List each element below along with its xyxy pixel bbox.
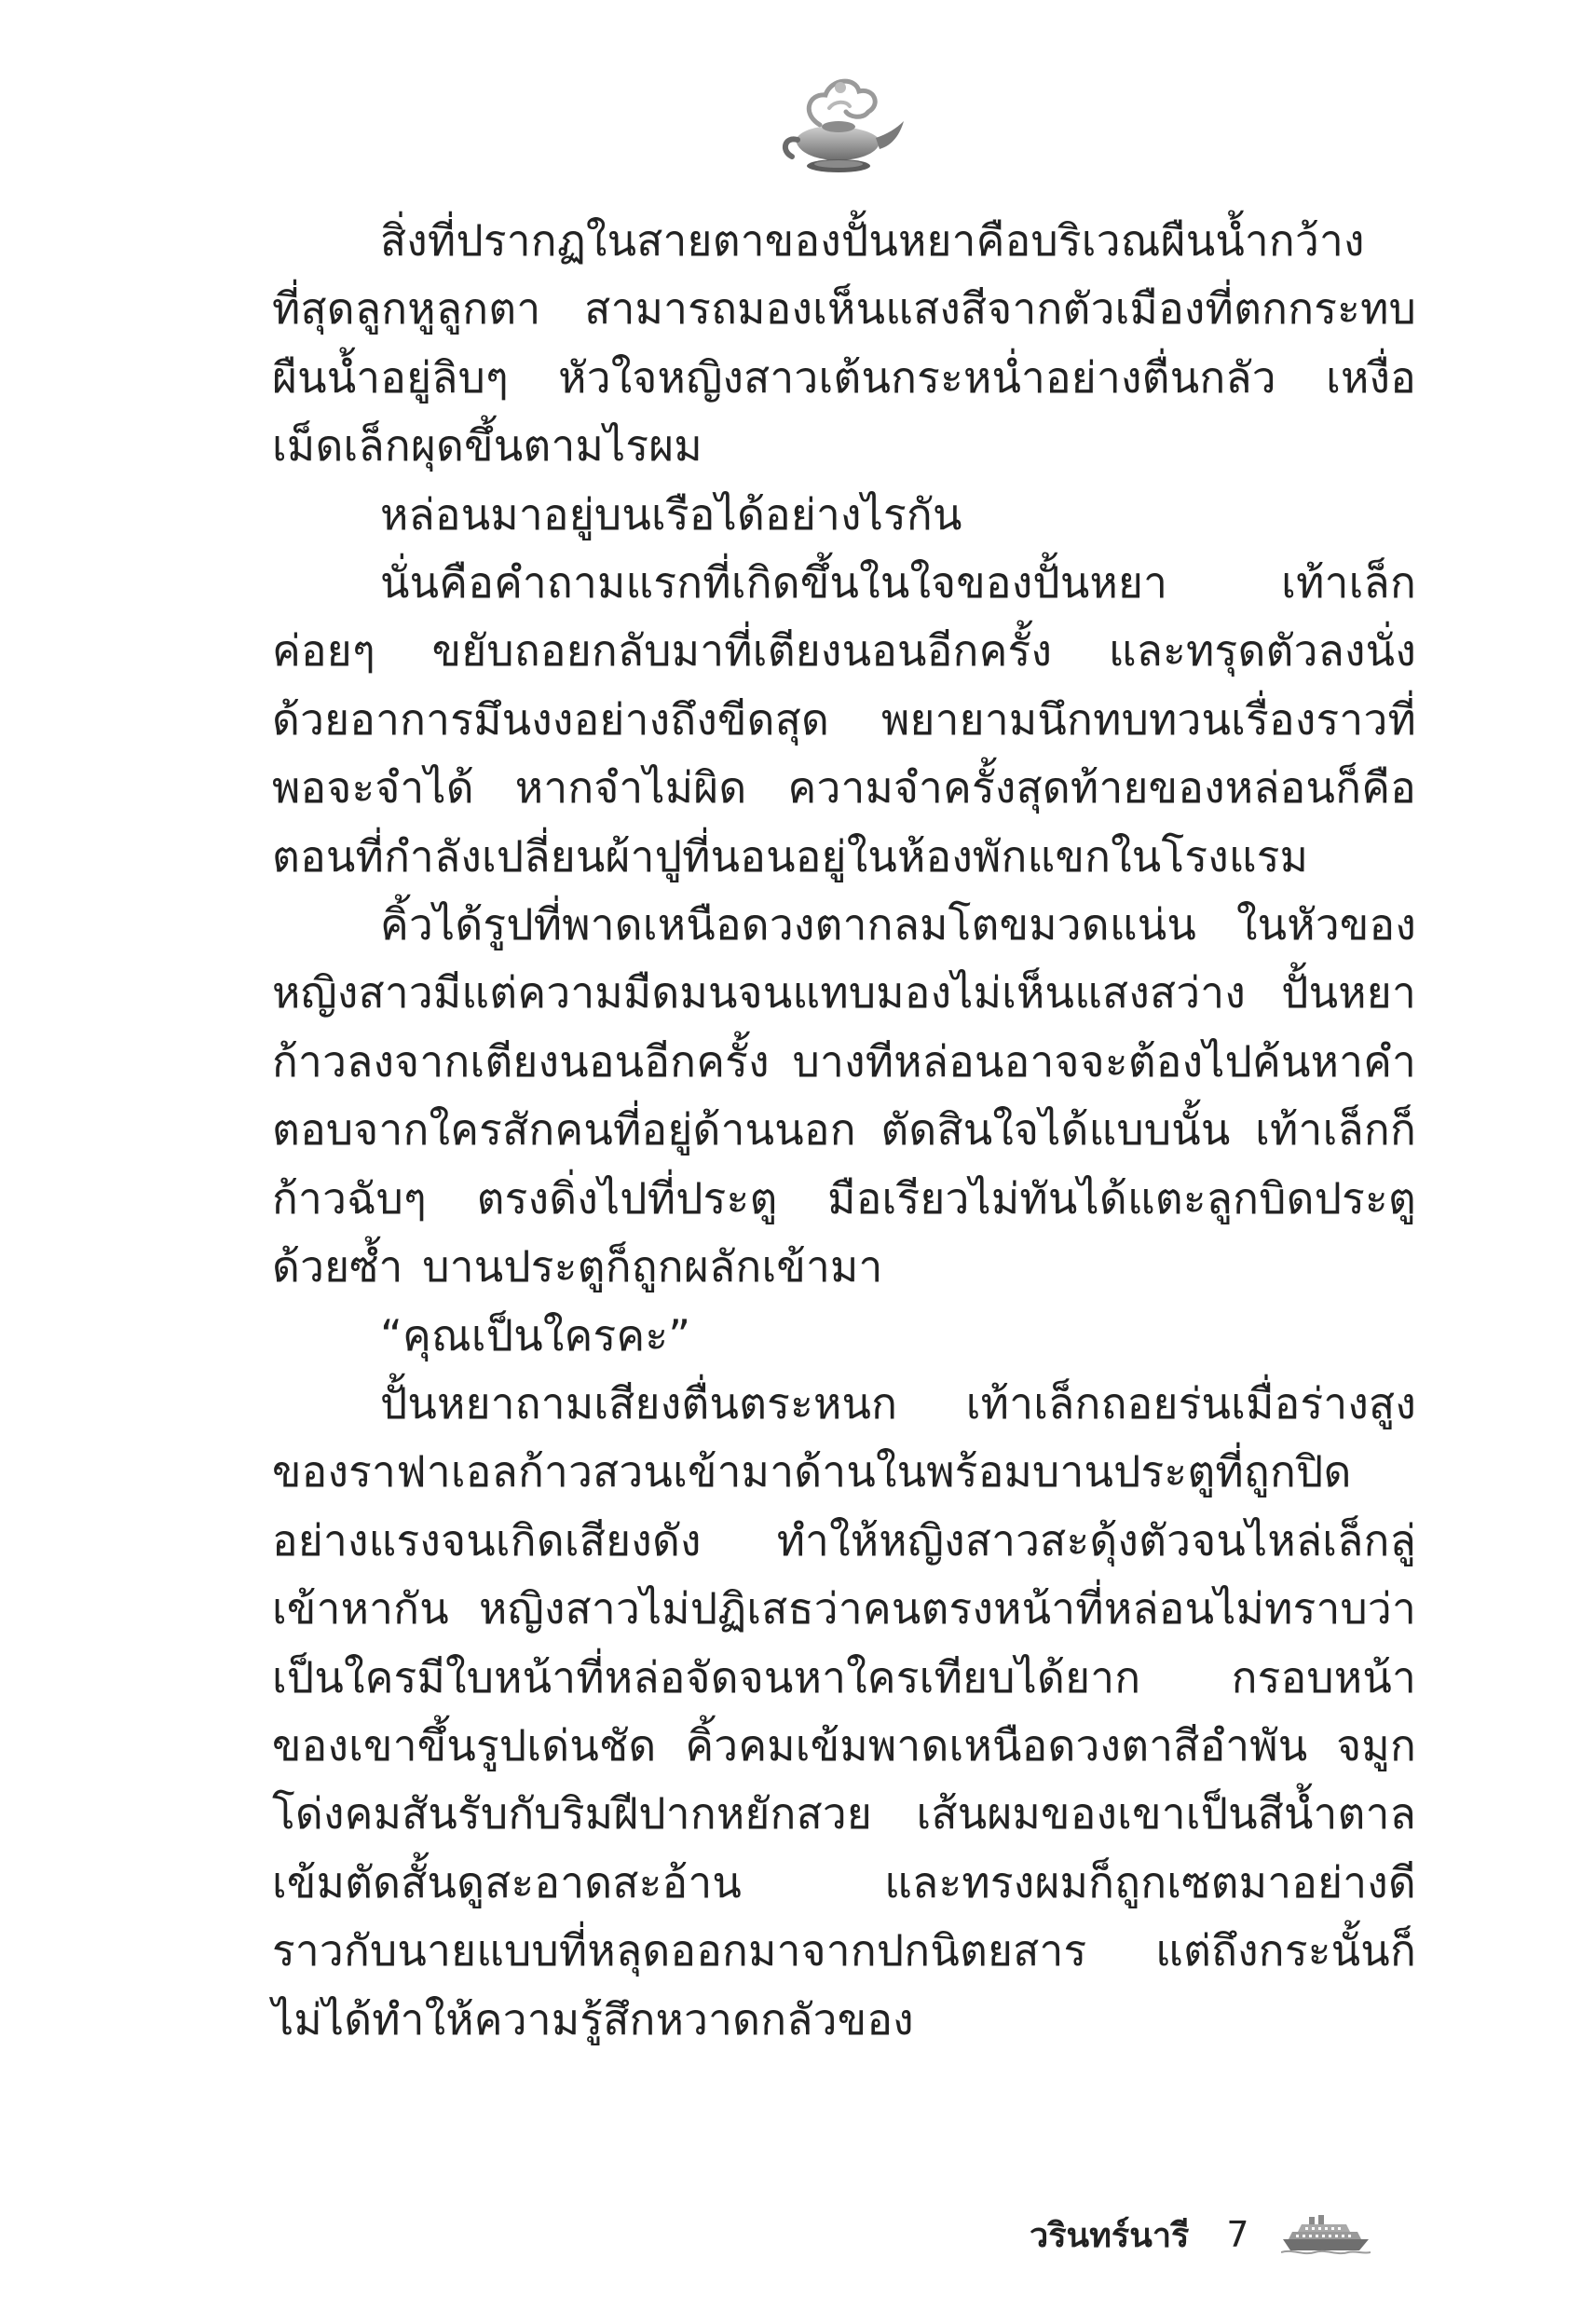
teapot-lamp-ornament-icon bbox=[764, 67, 913, 179]
page-footer bbox=[1030, 2207, 1371, 2263]
page-number: 7 bbox=[1226, 2214, 1249, 2255]
paragraph: หล่อนมาอยู่บนเรือได้อย่างไรกัน bbox=[380, 488, 962, 540]
paragraph: คิ้วได้รูปที่พาดเหนือดวงตากลมโตขมวดแน่น ในหัวของหญิงสาวมีแต่ความมืดมนจนแทบมองไม่เห็นแสงสว่าง ปั้นหยาก้าวลงจากเตียงนอนอีกครั้ง บางทีหล่อนอาจจะต้องไปค้นหาคำตอบจากใครสักคนที่อยู่ด้านนอก ตัดสินใจได้แบบนั้น เท้าเล็กก็ก้าวฉับๆ ตรงดิ่งไปที่ประตู มือเรียวไม่ทันได้แตะลูกบิดประตูด้วยซ้ำ บานประตูก็ถูกผลักเข้ามา bbox=[272, 899, 1416, 1292]
book-title: วรินทร์นารี bbox=[1030, 2216, 1190, 2255]
paragraph: สิ่งที่ปรากฏในสายตาของปั้นหยาคือบริเวณผืนน้ำกว้างที่สุดลูกหูลูกตา สามารถมองเห็นแสงสีจากตัวเมืองที่ตกกระทบผืนน้ำอยู่ลิบๆ หัวใจหญิงสาวเต้นกระหน่ำอย่างตื่นกลัว เหงื่อเม็ดเล็กผุดขึ้นตามไรผม bbox=[272, 215, 1416, 472]
paragraph: นั่นคือคำถามแรกที่เกิดขึ้นในใจของปั้นหยา เท้าเล็กค่อยๆ ขยับถอยกลับมาที่เตียงนอนอีกครั้ง และทรุดตัวลงนั่งด้วยอาการมึนงงอย่างถึงขีดสุด พยายามนึกทบทวนเรื่องราวที่พอจะจำได้ หากจำไม่ผิด ความจำครั้งสุดท้ายของหล่อนก็คือตอนที่กำลังเปลี่ยนผ้าปูที่นอนอยู่ในห้องพักแขกในโรงแรม bbox=[272, 557, 1416, 882]
paragraph: ปั้นหยาถามเสียงตื่นตระหนก เท้าเล็กถอยร่นเมื่อร่างสูงของราฟาเอลก้าวสวนเข้ามาด้านในพร้อมบานประตูที่ถูกปิดอย่างแรงจนเกิดเสียงดัง ทำให้หญิงสาวสะดุ้งตัวจนไหล่เล็กลู่เข้าหากัน หญิงสาวไม่ปฏิเสธว่าคนตรงหน้าที่หล่อนไม่ทราบว่าเป็นใครมีใบหน้าที่หล่อจัดจนหาใครเทียบได้ยาก กรอบหน้าของเขาขึ้นรูปเด่นชัด คิ้วคมเข้มพาดเหนือดวงตาสีอำพัน จมูกโด่งคมสันรับกับริมฝีปากหยักสวย เส้นผมของเขาเป็นสีน้ำตาลเข้มตัดสั้นดูสะอาดสะอ้าน และทรงผมก็ถูกเซตมาอย่างดีราวกับนายแบบที่หลุดออกมาจากปกนิตยสาร แต่ถึงกระนั้นก็ไม่ได้ทำให้ความรู้สึกหวาดกลัวของ bbox=[272, 1377, 1416, 2044]
cruise-ship-icon bbox=[1281, 2213, 1371, 2256]
document-body bbox=[272, 207, 1416, 2054]
paragraph: “คุณเป็นใครคะ” bbox=[380, 1309, 691, 1361]
